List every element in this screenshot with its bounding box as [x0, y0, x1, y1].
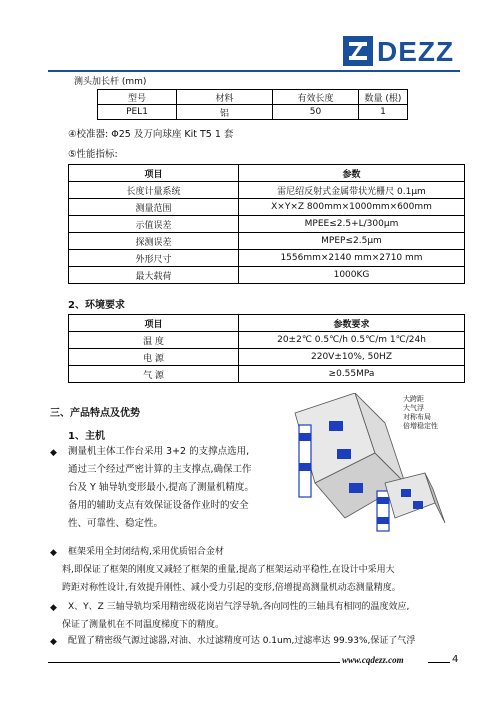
- table-cell: PEL1: [98, 105, 177, 120]
- table-cell: 1556mm×2140 mm×2710 mm: [239, 250, 465, 267]
- table-row: [69, 267, 465, 284]
- table-row: [69, 199, 465, 216]
- frame-pillar-band: [377, 497, 389, 504]
- diagram-label: 对称布局: [403, 413, 431, 421]
- paragraph-line: 性、可靠性、稳定性。: [68, 518, 164, 529]
- table-row: [98, 105, 408, 120]
- frame-pad: [329, 421, 343, 431]
- table-cell: 1: [359, 105, 408, 120]
- table-header-row: [69, 315, 465, 332]
- features-heading: 三、产品特点及优势: [50, 408, 140, 419]
- table-cell: 最大载荷: [69, 267, 239, 284]
- logo-text: DEZZ: [377, 36, 455, 67]
- table-cell: X×Y×Z 800mm×1000mm×600mm: [239, 199, 465, 216]
- paragraph-line: 备用的辅助支点有效保证设备作业时的安全: [68, 500, 249, 511]
- header-cell: 参数: [239, 165, 465, 182]
- header-cell: 数量 (根): [359, 90, 408, 105]
- feature-paragraph-2: [62, 543, 468, 597]
- table-row: [69, 332, 465, 349]
- diagram-label: 大跨距: [403, 395, 424, 403]
- header-cell: 材料: [177, 90, 273, 105]
- feature-paragraph-4: [68, 632, 468, 650]
- frame-structure-diagram: [285, 393, 460, 543]
- header-cell: 参数要求: [239, 315, 465, 332]
- frame-pad: [349, 483, 363, 493]
- header-cell: 有效长度: [273, 90, 359, 105]
- table-row: [69, 250, 465, 267]
- table-cell: 气 源: [69, 366, 239, 383]
- table-row: [69, 349, 465, 366]
- footer-rule-right: [428, 662, 450, 663]
- feature-paragraph-3: [62, 598, 468, 634]
- feature-paragraph-1: [68, 443, 288, 533]
- table-cell: 220V±10%, 50HZ: [239, 349, 465, 366]
- table-row: [69, 233, 465, 250]
- footer-url: www.cqdezz.com: [342, 655, 404, 665]
- paragraph-line: X、Y、Z 三轴导轨均采用精密级花岗岩气浮导轨,各向同性的三轴具有相同的温度效应,: [68, 602, 410, 612]
- performance-table: [68, 164, 465, 284]
- frame-pad: [413, 501, 423, 509]
- frame-pillar-band: [377, 517, 389, 524]
- performance-heading: ⑤性能指标:: [68, 149, 118, 160]
- paragraph-line: 配置了精密级气源过滤器,对油、水过滤精度可达 0.1um,过滤率达 99.93%,保证了气浮: [68, 636, 416, 646]
- logo-mark-icon: [343, 36, 373, 66]
- extension-rod-caption: 测头加长杆 (mm): [74, 77, 147, 87]
- frame-pad: [337, 449, 351, 459]
- table-cell: ≥0.55MPa: [239, 366, 465, 383]
- paragraph-line: 测量机主体工作台采用 3+2 的支撑点选用,: [68, 446, 250, 457]
- bullet-diamond-icon: ◆: [50, 603, 57, 613]
- bullet-diamond-icon: ◆: [50, 548, 57, 558]
- table-cell: 探测误差: [69, 233, 239, 250]
- table-cell: 20±2℃ 0.5℃/h 0.5℃/m 1℃/24h: [239, 332, 465, 349]
- table-cell: 1000KG: [239, 267, 465, 284]
- header-rule: [48, 70, 460, 72]
- table-cell: 外形尺寸: [69, 250, 239, 267]
- footer-rule: [48, 662, 340, 663]
- header-cell: 项目: [69, 315, 239, 332]
- table-cell: 雷尼绍反射式金属带状光栅尺 0.1μm: [239, 182, 465, 199]
- table-row: [69, 182, 465, 199]
- paragraph-line: 通过三个经过严密计算的主支撑点,确保工作: [68, 464, 252, 475]
- diagram-label: 倍增稳定性: [403, 422, 438, 430]
- environment-heading: 2、环境要求: [68, 300, 125, 311]
- table-cell: 示值误差: [69, 216, 239, 233]
- frame-pillar-band: [299, 463, 311, 471]
- company-logo: [343, 36, 463, 68]
- page-number: 4: [452, 654, 459, 665]
- paragraph-line: 台及 Y 轴导轨变形最小,提高了测量机精度。: [68, 482, 254, 493]
- table-row: [69, 216, 465, 233]
- header-cell: 型号: [98, 90, 177, 105]
- calibrator-line: ④校准器: Φ25 及万向球座 Kit T5 1 套: [68, 129, 234, 140]
- table-cell: MPEP≤2.5μm: [239, 233, 465, 250]
- host-subheading: 1、主机: [68, 431, 105, 442]
- frame-pad: [401, 489, 411, 497]
- frame-pillar-band: [299, 433, 311, 441]
- table-header-row: [69, 165, 465, 182]
- table-cell: 50: [273, 105, 359, 120]
- header-cell: 项目: [69, 165, 239, 182]
- diagram-labels: [403, 395, 438, 431]
- bullet-diamond-icon: ◆: [50, 637, 57, 647]
- extension-rod-table: [97, 89, 408, 120]
- table-header-row: [98, 90, 408, 105]
- environment-table: [68, 314, 465, 383]
- diagram-label: 大气浮: [403, 404, 424, 412]
- paragraph-line: 保证了测量机在不同温度梯度下的精度。: [62, 620, 225, 630]
- table-cell: MPEE≤2.5+L/300μm: [239, 216, 465, 233]
- paragraph-line: 框架采用全封闭结构,采用优质铝合金材: [68, 547, 224, 557]
- table-cell: 测量范围: [69, 199, 239, 216]
- table-cell: 温 度: [69, 332, 239, 349]
- table-cell: 电 源: [69, 349, 239, 366]
- paragraph-line: 料,即保证了框架的刚度又减轻了框架的重量,提高了框架运动平稳性,在设计中采用大: [62, 565, 395, 575]
- table-cell: 长度计量系统: [69, 182, 239, 199]
- paragraph-line: 跨距对称性设计,有效提升刚性、减小受力引起的变形,倍增提高测量机动态测量精度。: [62, 583, 401, 593]
- table-cell: 铝: [177, 105, 273, 120]
- bullet-diamond-icon: ◆: [50, 448, 57, 458]
- table-row: [69, 366, 465, 383]
